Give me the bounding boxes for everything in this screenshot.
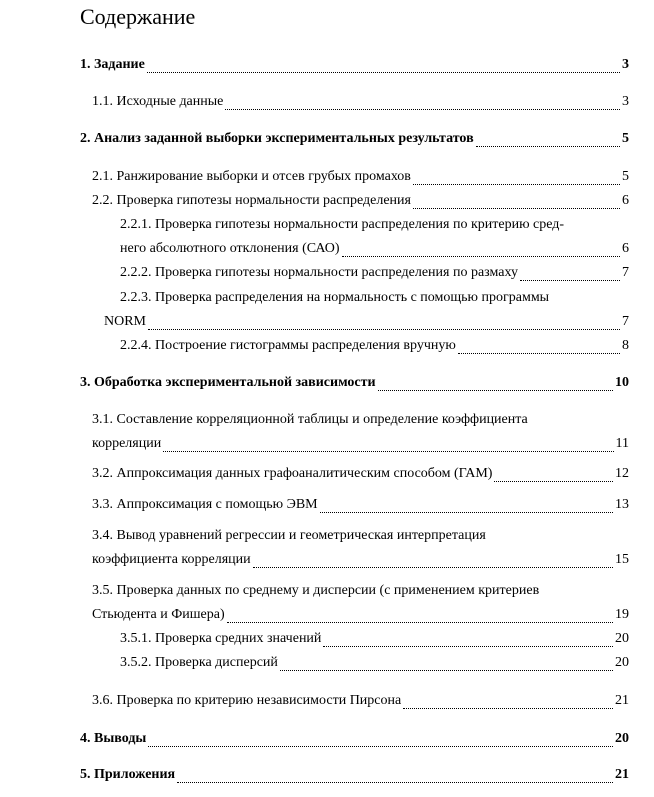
dot-leader (378, 378, 613, 391)
toc-entry-label: 2.2.4. Построение гистограммы распределения вручную (120, 338, 456, 353)
toc-entry-label: 3.5.2. Проверка дисперсий (120, 655, 278, 670)
dot-leader (342, 244, 620, 257)
toc-page-number: 7 (622, 314, 629, 329)
dot-leader (413, 172, 620, 185)
toc-page-number: 5 (622, 169, 629, 184)
toc-entry-label: 3. Обработка экспериментальной зависимости (80, 375, 376, 390)
dot-leader (403, 696, 613, 709)
toc-entry-3-2[interactable] (92, 466, 629, 482)
toc-entry-2-2-3-line1[interactable]: 2.2.3. Проверка распределения на нормальность с помощью программы (120, 290, 550, 305)
toc-page-number: 12 (615, 466, 629, 481)
toc-entry-2[interactable] (80, 131, 629, 147)
toc-entry-label: 2. Анализ заданной выборки экспериментальных результатов (80, 131, 474, 146)
toc-entry-3-4-line1[interactable]: 3.4. Вывод уравнений регрессии и геометрическая интерпретация (92, 528, 486, 543)
dot-leader (227, 610, 613, 623)
toc-entry-label: 3.2. Аппроксимация данных графоаналитическим способом (ГАМ) (92, 466, 493, 481)
toc-page-number: 20 (615, 655, 629, 670)
toc-entry-label: 5. Приложения (80, 767, 176, 782)
toc-entry-3-6[interactable] (92, 693, 629, 709)
dot-leader (458, 341, 620, 354)
dot-leader (320, 500, 613, 513)
toc-entry-label: 3.5.1. Проверка средних значений (120, 631, 322, 646)
dot-leader (323, 634, 613, 647)
toc-page-number: 15 (615, 552, 629, 567)
dot-leader (494, 469, 613, 482)
toc-page-number: 21 (615, 767, 629, 782)
toc-entry-3-5[interactable] (92, 607, 629, 623)
toc-entry-3-5-1[interactable] (120, 631, 629, 647)
toc-entry-2-2-3[interactable] (104, 314, 629, 330)
toc-entry-label: 2.1. Ранжирование выборки и отсев грубых промахов (92, 169, 411, 184)
toc-page-number: 19 (615, 607, 629, 622)
dot-leader (177, 770, 613, 783)
toc-page-number: 5 (622, 131, 629, 146)
toc-entry-label: 4. Выводы (80, 731, 147, 746)
toc-entry-label: 3.3. Аппроксимация с помощью ЭВМ (92, 497, 318, 512)
toc-title: Содержание (80, 4, 196, 29)
toc-entry-1[interactable] (80, 57, 629, 73)
toc-page-number: 6 (622, 241, 629, 256)
toc-entry-3-4[interactable] (92, 552, 629, 568)
toc-page-number: 21 (615, 693, 629, 708)
toc-entry-label: Стьюдента и Фишера) (92, 607, 225, 622)
toc-entry-label: 1.1. Исходные данные (92, 94, 224, 109)
toc-entry-2-2-1[interactable] (120, 241, 629, 257)
toc-page-number: 6 (622, 193, 629, 208)
toc-entry-label: 2.2.2. Проверка гипотезы нормальности распределения по размаху (120, 265, 518, 280)
dot-leader (147, 60, 620, 73)
toc-entry-4[interactable] (80, 731, 629, 747)
toc-page-number: 8 (622, 338, 629, 353)
toc-entry-2-2-1-line1[interactable]: 2.2.1. Проверка гипотезы нормальности распределения по критерию сред- (120, 217, 565, 232)
toc-page-number: 7 (622, 265, 629, 280)
toc-entry-3-5-2[interactable] (120, 655, 629, 671)
toc-entry-label: 1. Задание (80, 57, 145, 72)
toc-entry-label: NORM (104, 314, 147, 329)
toc-entry-label: коэффициента корреляции (92, 552, 251, 567)
toc-entry-label: 3.6. Проверка по критерию независимости Пирсона (92, 693, 402, 708)
dot-leader (148, 734, 613, 747)
dot-leader (476, 134, 620, 147)
dot-leader (520, 268, 620, 281)
toc-entry-3-1-line1[interactable]: 3.1. Составление корреляционной таблицы и определение коэффициента (92, 412, 528, 427)
toc-entry-2-1[interactable] (92, 169, 629, 185)
dot-leader (163, 439, 613, 452)
toc-page-number: 11 (615, 436, 629, 451)
toc-page-number: 13 (615, 497, 629, 512)
toc-entry-label: 2.2. Проверка гипотезы нормальности распределения (92, 193, 411, 208)
toc-entry-3-5-line1[interactable]: 3.5. Проверка данных по среднему и дисперсии (с применением критериев (92, 583, 540, 598)
dot-leader (253, 555, 613, 568)
dot-leader (225, 97, 620, 110)
toc-entry-label: корреляции (92, 436, 162, 451)
toc-page-number: 3 (622, 94, 629, 109)
toc-page-number: 20 (615, 731, 629, 746)
dot-leader (148, 317, 620, 330)
toc-entry-3-3[interactable] (92, 497, 629, 513)
toc-entry-3[interactable] (80, 375, 629, 391)
toc-entry-5[interactable] (80, 767, 629, 783)
toc-entry-2-2[interactable] (92, 193, 629, 209)
toc-entry-1-1[interactable] (92, 94, 629, 110)
dot-leader (280, 658, 613, 671)
toc-page-number: 10 (615, 375, 629, 390)
toc-entry-3-1[interactable] (92, 436, 629, 452)
toc-page-number: 3 (622, 57, 629, 72)
toc-entry-2-2-2[interactable] (120, 265, 629, 281)
dot-leader (413, 196, 620, 209)
toc-entry-label: него абсолютного отклонения (САО) (120, 241, 340, 256)
toc-page-number: 20 (615, 631, 629, 646)
toc-entry-2-2-4[interactable] (120, 338, 629, 354)
